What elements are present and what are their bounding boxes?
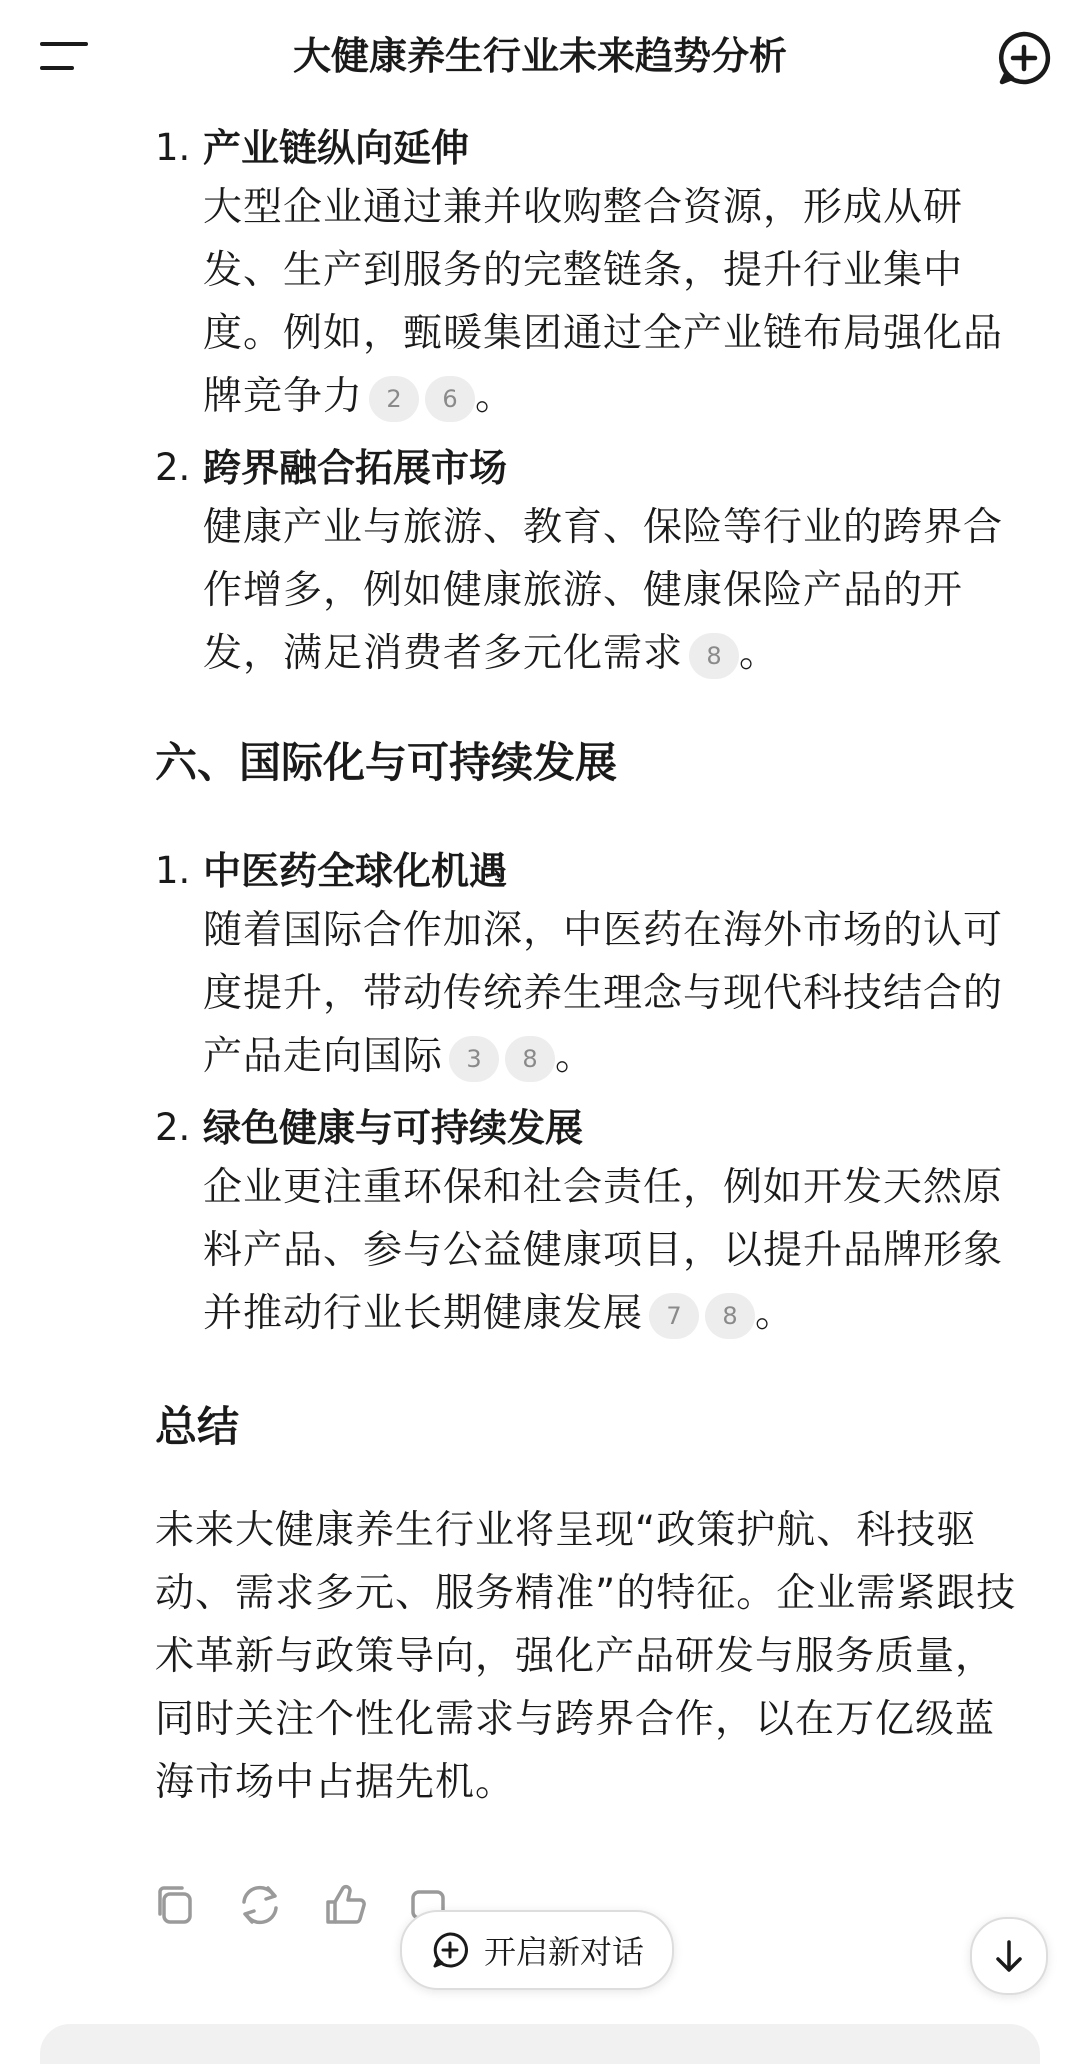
item-end: 。 <box>739 631 780 676</box>
item-text: 随着国际合作加深，中医药在海外市场的认可度提升，带动传统养生理念与现代科技结合的产品走向国际 <box>203 908 1004 1079</box>
item-title: 绿色健康与可持续发展 <box>203 1106 584 1150</box>
citation-badge[interactable]: 3 <box>449 1036 499 1082</box>
item-end: 。 <box>755 1291 796 1336</box>
item-title: 中医药全球化机遇 <box>203 849 508 893</box>
citation-badge[interactable]: 8 <box>705 1293 755 1339</box>
item-text: 企业更注重环保和社会责任，例如开发天然原料产品、参与公益健康项目，以提升品牌形象并推动行业长期健康发展 <box>203 1165 1004 1336</box>
list-item <box>0 122 1080 428</box>
item-text: 大型企业通过兼并收购整合资源，形成从研发、生产到服务的完整链条，提升行业集中度。例如，甄暖集团通过全产业链布局强化品牌竞争力 <box>203 185 1004 419</box>
item-body <box>203 496 1030 685</box>
item-text: 健康产业与旅游、教育、保险等行业的跨界合作增多，例如健康旅游、健康保险产品的开发，满足消费者多元化需求 <box>203 505 1004 676</box>
citation-badge[interactable]: 8 <box>689 633 739 679</box>
list-number: 1. <box>155 126 191 169</box>
conversation-content <box>0 112 1080 1814</box>
page-title: 大健康养生行业未来趋势分析 <box>292 34 787 78</box>
list-item <box>0 442 1080 685</box>
item-end: 。 <box>555 1034 596 1079</box>
item-title: 产业链纵向延伸 <box>203 126 470 170</box>
citation-badge[interactable]: 7 <box>649 1293 699 1339</box>
item-body <box>203 176 1030 428</box>
list-number: 2. <box>155 446 191 489</box>
new-chat-icon <box>430 1930 470 1970</box>
input-bar-edge <box>40 2024 1040 2064</box>
arrow-down-icon <box>989 1936 1029 1976</box>
thumbs-up-icon[interactable] <box>320 1880 370 1930</box>
item-title: 跨界融合拓展市场 <box>203 446 508 490</box>
trend-list-prev <box>0 122 1080 685</box>
new-chat-label: 开启新对话 <box>483 1933 644 1971</box>
citation-badge[interactable]: 8 <box>505 1036 555 1082</box>
new-chat-icon[interactable] <box>994 28 1054 88</box>
list-item <box>0 1102 1080 1345</box>
summary-heading: 总结 <box>155 1402 240 1451</box>
summary-text: 未来大健康养生行业将呈现“政策护航、科技驱动、需求多元、服务精准”的特征。企业需紧跟技术革新与政策导向，强化产品研发与服务质量，同时关注个性化需求与跨界合作，以在万亿级蓝海市场中占据先机。 <box>155 1508 1017 1805</box>
citation-badge[interactable]: 6 <box>425 376 475 422</box>
top-bar <box>0 0 1080 112</box>
list-number: 2. <box>155 1106 191 1149</box>
regenerate-icon[interactable] <box>235 1880 285 1930</box>
citation-badge[interactable]: 2 <box>369 376 419 422</box>
menu-icon[interactable] <box>40 42 90 72</box>
scroll-down-button[interactable] <box>970 1917 1048 1995</box>
copy-icon[interactable] <box>150 1880 200 1930</box>
trend-list-section6 <box>0 845 1080 1345</box>
item-end: 。 <box>475 374 516 419</box>
item-body <box>203 899 1030 1088</box>
section-heading: 六、国际化与可持续发展 <box>155 738 618 787</box>
list-item <box>0 845 1080 1088</box>
new-chat-button[interactable] <box>400 1910 674 1990</box>
list-number: 1. <box>155 849 191 892</box>
item-body <box>203 1156 1030 1345</box>
